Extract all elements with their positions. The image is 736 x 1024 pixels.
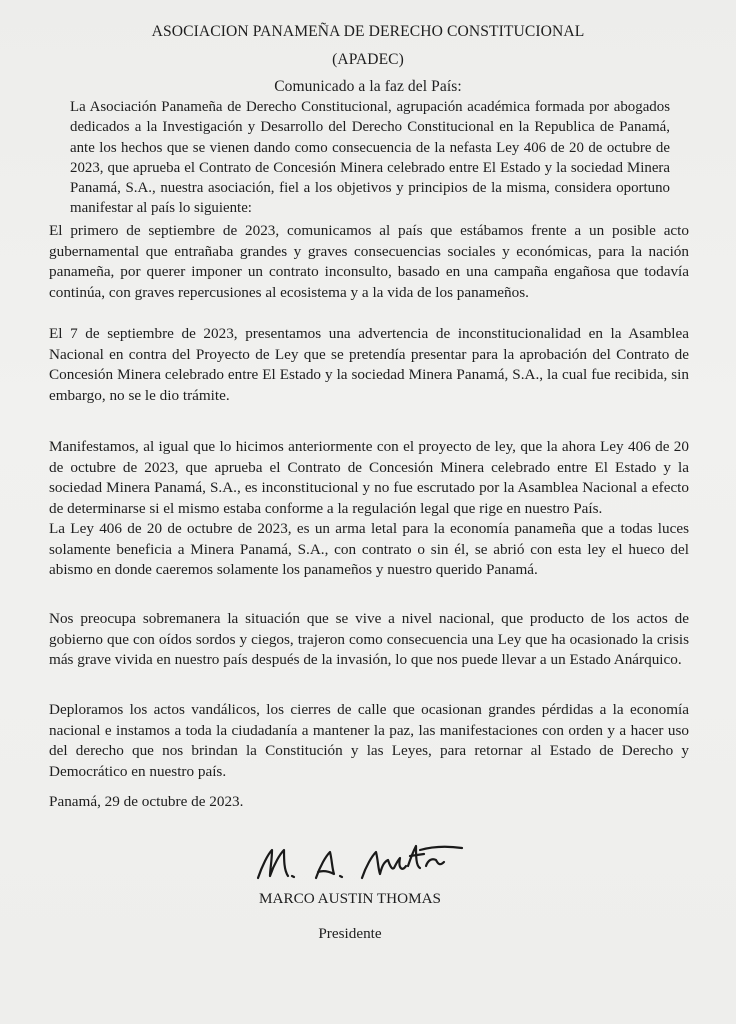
paragraph-unconstitutional: Manifestamos, al igual que lo hicimos anteriormente con el proyecto de ley, que la ahora Ley 406 de 20 de octubre de 2023, que aprueba el Contrato de Concesión Minera celebrado entre El Estado y la sociedad Minera Panamá, S.A., es inconstitucional y no fue escrutado por la Asamblea Nacional a efecto de determinarse si el mismo estaba conforme a la regulación legal que rige en nuestro País. [49,438,689,517]
signer-name: MARCO AUSTIN THOMAS [259,890,441,907]
paragraph-deplore: Deploramos los actos vandálicos, los cierres de calle que ocasionan grandes pérdidas a la economía nacional e instamos a toda la ciudadanía a mantener la paz, las manifestaciones con orden y a hacer uso del derecho que nos brindan la Constitución y las Leyes, para retornar al Estado de Derecho y Democrático en nuestro país. [49,701,689,780]
organization-acronym: (APADEC) [332,51,404,68]
communique-subtitle: Comunicado a la faz del País: [274,78,462,95]
handwritten-signature [248,836,478,886]
paragraph-intro: La Asociación Panameña de Derecho Constitucional, agrupación académica formada por abogados dedicados a la Investigación y Desarrollo del Derecho Constitucional en la Republica de Panamá, ante los hechos que se vienen dando como consecuencia de la nefasta Ley 406 de 20 de octubre de 2023, que aprueba el Contrato de Concesión Minera celebrado entre El Estado y la sociedad Minera Panamá, S.A., nuestra asociación, fiel a los objetivos y principios de la misma, considera oportuno manifestar al país lo siguiente: [70,99,670,217]
organization-title: ASOCIACION PANAMEÑA DE DERECHO CONSTITUCIONAL [151,23,585,40]
paragraph-september-first: El primero de septiembre de 2023, comunicamos al país que estábamos frente a un posible acto gubernamental que entrañaba grandes y graves consecuencias sociales y económicas, para la nación panameña, por querer imponer un contrato inconsulto, basado en una campaña engañosa que todavía continúa, con graves repercusiones al ecosistema y a la vida de los panameños. [49,222,689,301]
paragraph-concern: Nos preocupa sobremanera la situación que se vive a nivel nacional, que producto de los actos de gobierno que con oídos sordos y ciegos, trajeron como consecuencia una Ley que ha ocasionado la crisis más grave vivida en nuestro país después de la invasión, lo que nos puede llevar a un Estado Anárquico. [49,610,689,669]
paragraph-lethal-weapon: La Ley 406 de 20 de octubre de 2023, es un arma letal para la economía panameña que a todas luces solamente beneficia a Minera Panamá, S.A., con contrato o sin él, se abrió con esta ley el hueco del abismo en donde caeremos solamente los panameños y nuestro querido Panamá. [49,520,689,579]
signer-role: Presidente [318,925,382,942]
paragraph-september-seventh: El 7 de septiembre de 2023, presentamos una advertencia de inconstitucionalidad en la Asamblea Nacional en contra del Proyecto de Ley que se pretendía presentar para la aprobación del Contrato de Concesión Minera celebrado entre El Estado y la sociedad Minera Panamá, S.A., la cual fue recibida, sin embargo, no se le dio trámite. [49,325,689,404]
closing-date: Panamá, 29 de octubre de 2023. [49,793,244,810]
